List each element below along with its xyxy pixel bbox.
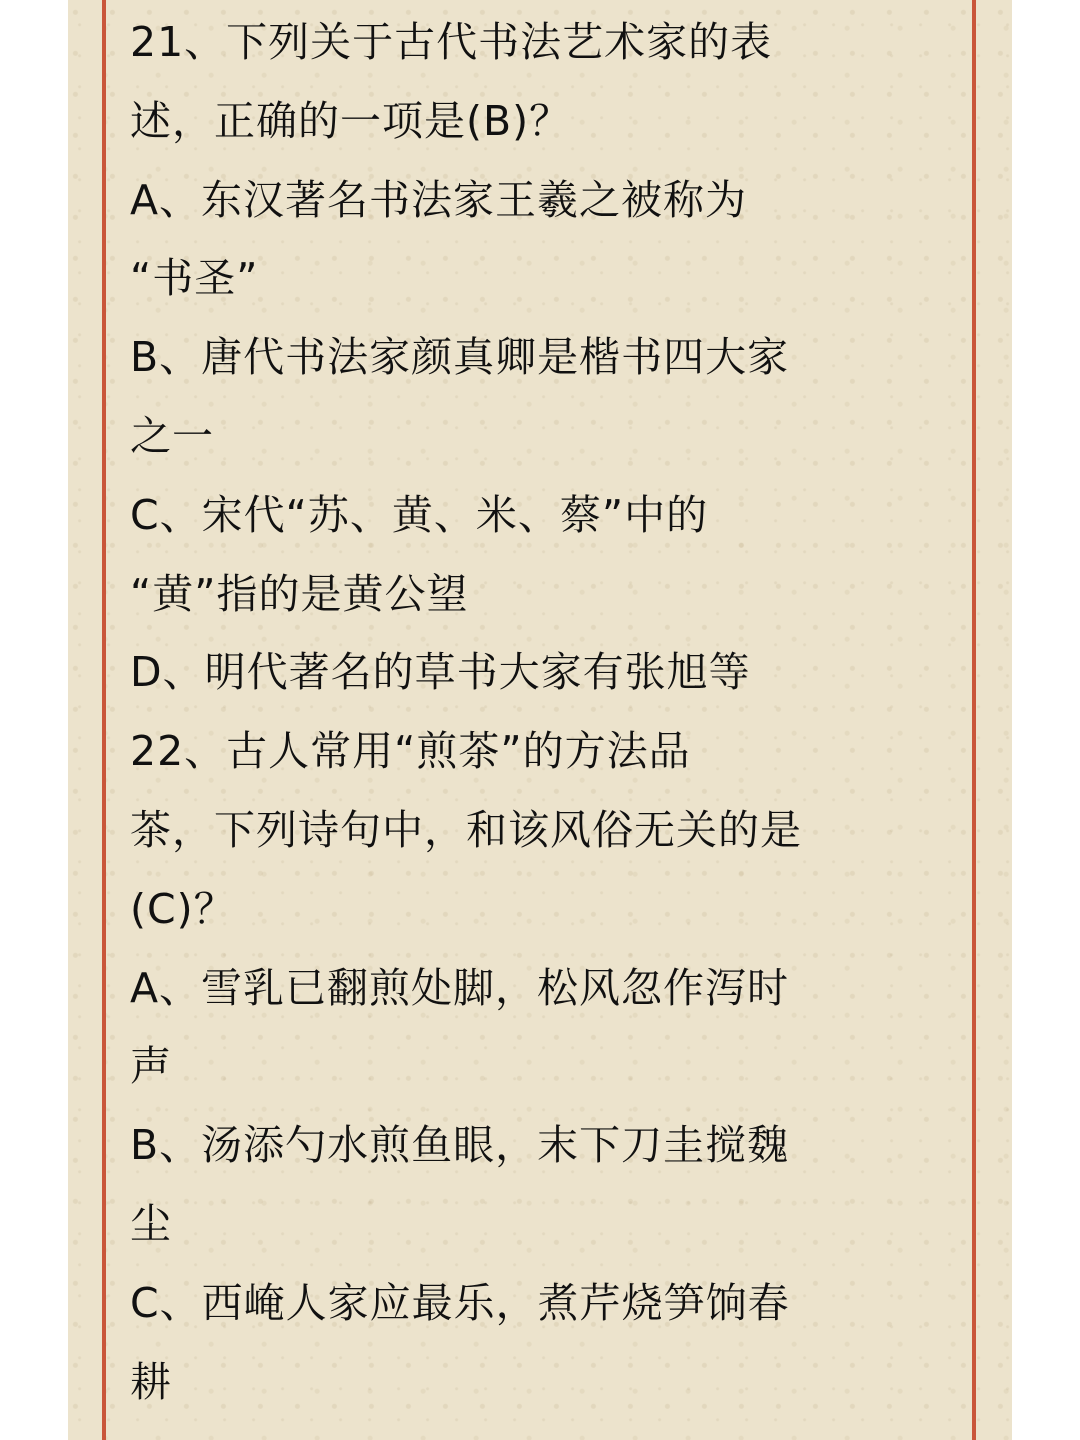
q22-option-a-line-1: A、雪乳已翻煎处脚，松风忽作泻时	[130, 963, 790, 1012]
q21-option-d: D、明代著名的草书大家有张旭等	[130, 648, 751, 697]
q22-option-c-line-1: C、西崦人家应最乐，煮芹烧笋饷春	[130, 1278, 790, 1327]
q21-option-a-line-1: A、东汉著名书法家王羲之被称为	[130, 175, 748, 224]
q22-option-a-line-2: 声	[130, 1042, 172, 1091]
q22-line-1: 22、古人常用“煎茶”的方法品	[130, 727, 691, 776]
q22-option-b-line-2: 尘	[130, 1199, 172, 1248]
q21-option-c-line-2: “黄”指的是黄公望	[130, 569, 469, 618]
q21-option-a-line-2: “书圣”	[130, 254, 259, 303]
quiz-text	[130, 3, 950, 1421]
q21-option-b-line-2: 之一	[130, 411, 214, 460]
right-red-rule	[972, 0, 976, 1440]
q21-line-1: 21、下列关于古代书法艺术家的表	[130, 18, 773, 66]
q22-line-2: 茶，下列诗句中，和该风俗无关的是	[130, 805, 802, 854]
q21-option-b-line-1: B、唐代书法家颜真卿是楷书四大家	[130, 333, 790, 382]
q21-line-2: 述，正确的一项是(B)？	[130, 96, 572, 145]
q22-option-b-line-1: B、汤添勺水煎鱼眼，末下刀圭搅魏	[130, 1121, 790, 1170]
q22-option-c-line-2: 耕	[130, 1357, 172, 1406]
paper-page	[68, 0, 1012, 1440]
left-red-rule	[102, 0, 106, 1440]
q22-line-3: (C)？	[130, 884, 236, 933]
q21-option-c-line-1: C、宋代“苏、黄、米、蔡”中的	[130, 490, 709, 539]
